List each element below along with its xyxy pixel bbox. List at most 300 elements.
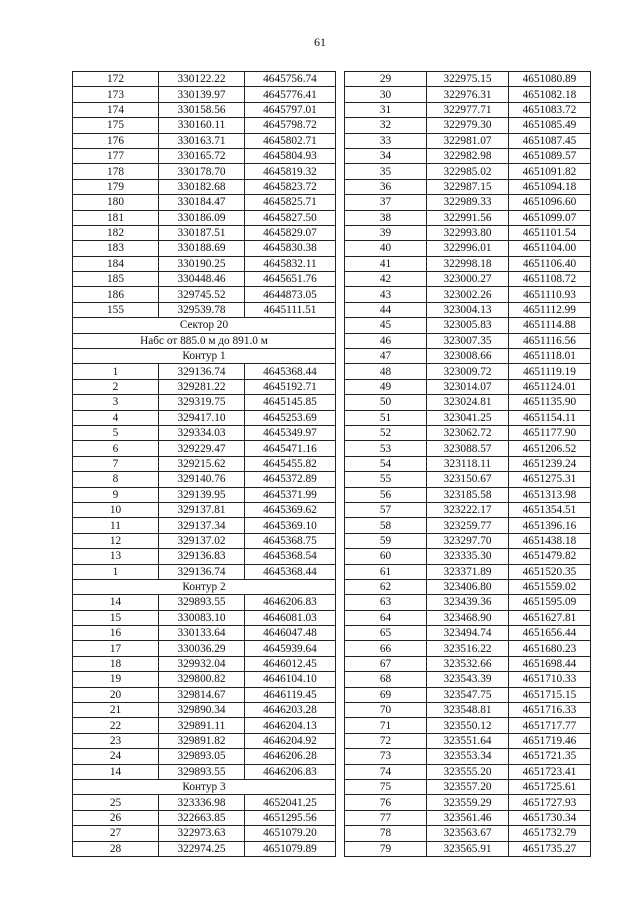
y-coordinate: 4651725.61 [509, 779, 591, 794]
y-coordinate: 4645804.93 [245, 148, 336, 163]
x-coordinate: 322981.07 [427, 133, 509, 148]
point-number: 64 [345, 610, 427, 625]
x-coordinate: 329319.75 [159, 395, 245, 410]
table-row [345, 733, 591, 748]
x-coordinate: 330083.10 [159, 610, 245, 625]
x-coordinate: 330122.22 [159, 72, 245, 87]
point-number: 34 [345, 148, 427, 163]
table-row [345, 441, 591, 456]
y-coordinate: 4651698.44 [509, 656, 591, 671]
y-coordinate: 4645372.89 [245, 472, 336, 487]
table-row [73, 764, 336, 779]
y-coordinate: 4651108.72 [509, 272, 591, 287]
x-coordinate: 323336.98 [159, 795, 245, 810]
point-number: 176 [73, 133, 159, 148]
x-coordinate: 322996.01 [427, 241, 509, 256]
point-number: 25 [73, 795, 159, 810]
x-coordinate: 323007.35 [427, 333, 509, 348]
point-number: 65 [345, 626, 427, 641]
x-coordinate: 323561.46 [427, 810, 509, 825]
x-coordinate: 330188.69 [159, 241, 245, 256]
table-row [345, 287, 591, 302]
x-coordinate: 323000.27 [427, 272, 509, 287]
x-coordinate: 322987.15 [427, 179, 509, 194]
x-coordinate: 330187.51 [159, 225, 245, 240]
table-row [345, 210, 591, 225]
table-row [73, 672, 336, 687]
y-coordinate: 4651595.09 [509, 595, 591, 610]
table-row [73, 733, 336, 748]
point-number: 70 [345, 703, 427, 718]
y-coordinate: 4651080.89 [509, 72, 591, 87]
x-coordinate: 322973.63 [159, 826, 245, 841]
point-number: 181 [73, 210, 159, 225]
right-coordinates-table [344, 71, 591, 857]
point-number: 61 [345, 564, 427, 579]
point-number: 155 [73, 302, 159, 317]
y-coordinate: 4651717.77 [509, 718, 591, 733]
point-number: 33 [345, 133, 427, 148]
y-coordinate: 4651721.35 [509, 749, 591, 764]
y-coordinate: 4645111.51 [245, 302, 336, 317]
table-row [345, 379, 591, 394]
table-row [73, 287, 336, 302]
x-coordinate: 329229.47 [159, 441, 245, 456]
x-coordinate: 323547.75 [427, 687, 509, 702]
point-number: 2 [73, 379, 159, 394]
x-coordinate: 329136.74 [159, 564, 245, 579]
table-row [345, 333, 591, 348]
table-row [73, 210, 336, 225]
point-number: 4 [73, 410, 159, 425]
point-number: 53 [345, 441, 427, 456]
x-coordinate: 323555.20 [427, 764, 509, 779]
point-number: 27 [73, 826, 159, 841]
point-number: 60 [345, 549, 427, 564]
point-number: 12 [73, 533, 159, 548]
table-row [345, 225, 591, 240]
x-coordinate: 330186.09 [159, 210, 245, 225]
y-coordinate: 4651723.41 [509, 764, 591, 779]
y-coordinate: 4651735.27 [509, 841, 591, 856]
point-number: 32 [345, 118, 427, 133]
table-row [73, 641, 336, 656]
point-number: 22 [73, 718, 159, 733]
point-number: 5 [73, 425, 159, 440]
table-row [345, 241, 591, 256]
y-coordinate: 4651083.72 [509, 102, 591, 117]
x-coordinate: 329891.82 [159, 733, 245, 748]
x-coordinate: 323335.30 [427, 549, 509, 564]
table-row [73, 148, 336, 163]
x-coordinate: 323024.81 [427, 395, 509, 410]
point-number: 28 [73, 841, 159, 856]
point-number: 59 [345, 533, 427, 548]
y-coordinate: 4651082.18 [509, 87, 591, 102]
table-row [345, 502, 591, 517]
y-coordinate: 4651112.99 [509, 302, 591, 317]
point-number: 26 [73, 810, 159, 825]
table-row [345, 102, 591, 117]
point-number: 183 [73, 241, 159, 256]
y-coordinate: 4645819.32 [245, 164, 336, 179]
table-row [345, 610, 591, 625]
point-number: 52 [345, 425, 427, 440]
point-number: 71 [345, 718, 427, 733]
x-coordinate: 323563.67 [427, 826, 509, 841]
x-coordinate: 330190.25 [159, 256, 245, 271]
y-coordinate: 4651727.93 [509, 795, 591, 810]
point-number: 184 [73, 256, 159, 271]
y-coordinate: 4651101.54 [509, 225, 591, 240]
y-coordinate: 4644873.05 [245, 287, 336, 302]
table-row [345, 410, 591, 425]
point-number: 72 [345, 733, 427, 748]
table-row [73, 118, 336, 133]
section-title: Набс от 885.0 м до 891.0 м [73, 333, 336, 348]
x-coordinate: 323002.26 [427, 287, 509, 302]
left-table-body [73, 72, 336, 857]
x-coordinate: 330165.72 [159, 148, 245, 163]
x-coordinate: 323371.89 [427, 564, 509, 579]
section-title-row [73, 779, 336, 794]
y-coordinate: 4646047.48 [245, 626, 336, 641]
table-row [73, 72, 336, 87]
y-coordinate: 4651116.56 [509, 333, 591, 348]
x-coordinate: 329893.55 [159, 764, 245, 779]
point-number: 11 [73, 518, 159, 533]
x-coordinate: 329281.22 [159, 379, 245, 394]
y-coordinate: 4651089.57 [509, 148, 591, 163]
table-row [73, 749, 336, 764]
point-number: 6 [73, 441, 159, 456]
table-row [345, 826, 591, 841]
y-coordinate: 4652041.25 [245, 795, 336, 810]
y-coordinate: 4645368.44 [245, 564, 336, 579]
y-coordinate: 4646203.28 [245, 703, 336, 718]
x-coordinate: 323468.90 [427, 610, 509, 625]
y-coordinate: 4651099.07 [509, 210, 591, 225]
x-coordinate: 322991.56 [427, 210, 509, 225]
point-number: 49 [345, 379, 427, 394]
point-number: 14 [73, 595, 159, 610]
x-coordinate: 330139.97 [159, 87, 245, 102]
point-number: 56 [345, 487, 427, 502]
y-coordinate: 4651106.40 [509, 256, 591, 271]
y-coordinate: 4645823.72 [245, 179, 336, 194]
y-coordinate: 4645829.07 [245, 225, 336, 240]
point-number: 178 [73, 164, 159, 179]
y-coordinate: 4645802.71 [245, 133, 336, 148]
point-number: 186 [73, 287, 159, 302]
point-number: 41 [345, 256, 427, 271]
x-coordinate: 330160.11 [159, 118, 245, 133]
y-coordinate: 4645798.72 [245, 118, 336, 133]
point-number: 1 [73, 364, 159, 379]
y-coordinate: 4645471.16 [245, 441, 336, 456]
y-coordinate: 4651354.51 [509, 502, 591, 517]
point-number: 63 [345, 595, 427, 610]
y-coordinate: 4645651.76 [245, 272, 336, 287]
x-coordinate: 323062.72 [427, 425, 509, 440]
x-coordinate: 329890.34 [159, 703, 245, 718]
y-coordinate: 4651520.35 [509, 564, 591, 579]
section-title-row [73, 333, 336, 348]
table-row [73, 718, 336, 733]
x-coordinate: 329215.62 [159, 456, 245, 471]
point-number: 180 [73, 195, 159, 210]
point-number: 1 [73, 564, 159, 579]
x-coordinate: 322979.30 [427, 118, 509, 133]
x-coordinate: 323557.20 [427, 779, 509, 794]
table-row [73, 610, 336, 625]
x-coordinate: 322998.18 [427, 256, 509, 271]
point-number: 46 [345, 333, 427, 348]
y-coordinate: 4645371.99 [245, 487, 336, 502]
point-number: 39 [345, 225, 427, 240]
table-row [345, 703, 591, 718]
table-row [345, 148, 591, 163]
table-row [73, 425, 336, 440]
y-coordinate: 4646012.45 [245, 656, 336, 671]
table-row [73, 456, 336, 471]
y-coordinate: 4651396.16 [509, 518, 591, 533]
table-row [345, 579, 591, 594]
y-coordinate: 4651716.33 [509, 703, 591, 718]
table-row [345, 687, 591, 702]
point-number: 31 [345, 102, 427, 117]
x-coordinate: 323005.83 [427, 318, 509, 333]
x-coordinate: 329137.81 [159, 502, 245, 517]
point-number: 44 [345, 302, 427, 317]
table-row [73, 595, 336, 610]
y-coordinate: 4645825.71 [245, 195, 336, 210]
x-coordinate: 322663.85 [159, 810, 245, 825]
table-row [345, 456, 591, 471]
table-row [345, 564, 591, 579]
table-row [345, 133, 591, 148]
x-coordinate: 323118.11 [427, 456, 509, 471]
table-row [345, 72, 591, 87]
table-row [345, 779, 591, 794]
y-coordinate: 4651295.56 [245, 810, 336, 825]
point-number: 173 [73, 87, 159, 102]
y-coordinate: 4651680.23 [509, 641, 591, 656]
table-row [73, 379, 336, 394]
y-coordinate: 4646204.13 [245, 718, 336, 733]
x-coordinate: 329539.78 [159, 302, 245, 317]
point-number: 66 [345, 641, 427, 656]
x-coordinate: 323222.17 [427, 502, 509, 517]
point-number: 68 [345, 672, 427, 687]
y-coordinate: 4646204.92 [245, 733, 336, 748]
x-coordinate: 330184.47 [159, 195, 245, 210]
section-title-row [73, 579, 336, 594]
y-coordinate: 4645797.01 [245, 102, 336, 117]
y-coordinate: 4651719.46 [509, 733, 591, 748]
point-number: 172 [73, 72, 159, 87]
x-coordinate: 323543.39 [427, 672, 509, 687]
x-coordinate: 323041.25 [427, 410, 509, 425]
y-coordinate: 4645145.85 [245, 395, 336, 410]
point-number: 74 [345, 764, 427, 779]
x-coordinate: 329137.02 [159, 533, 245, 548]
table-row [73, 133, 336, 148]
point-number: 50 [345, 395, 427, 410]
point-number: 14 [73, 764, 159, 779]
table-row [345, 472, 591, 487]
x-coordinate: 329334.03 [159, 425, 245, 440]
table-row [345, 841, 591, 856]
point-number: 175 [73, 118, 159, 133]
y-coordinate: 4645832.11 [245, 256, 336, 271]
y-coordinate: 4645776.41 [245, 87, 336, 102]
table-row [345, 656, 591, 671]
point-number: 185 [73, 272, 159, 287]
point-number: 47 [345, 349, 427, 364]
table-row [73, 102, 336, 117]
point-number: 179 [73, 179, 159, 194]
table-row [345, 626, 591, 641]
point-number: 20 [73, 687, 159, 702]
y-coordinate: 4645369.62 [245, 502, 336, 517]
y-coordinate: 4645192.71 [245, 379, 336, 394]
point-number: 23 [73, 733, 159, 748]
table-row [345, 810, 591, 825]
table-row [73, 302, 336, 317]
x-coordinate: 329136.83 [159, 549, 245, 564]
y-coordinate: 4651104.00 [509, 241, 591, 256]
table-row [73, 225, 336, 240]
y-coordinate: 4651206.52 [509, 441, 591, 456]
point-number: 7 [73, 456, 159, 471]
section-title-row [73, 349, 336, 364]
point-number: 174 [73, 102, 159, 117]
x-coordinate: 322985.02 [427, 164, 509, 179]
table-row [345, 164, 591, 179]
point-number: 73 [345, 749, 427, 764]
point-number: 18 [73, 656, 159, 671]
x-coordinate: 323009.72 [427, 364, 509, 379]
table-row [345, 256, 591, 271]
y-coordinate: 4651079.89 [245, 841, 336, 856]
y-coordinate: 4646206.28 [245, 749, 336, 764]
table-row [73, 487, 336, 502]
table-row [73, 795, 336, 810]
y-coordinate: 4651079.20 [245, 826, 336, 841]
y-coordinate: 4646206.83 [245, 764, 336, 779]
x-coordinate: 329800.82 [159, 672, 245, 687]
x-coordinate: 323551.64 [427, 733, 509, 748]
table-row [345, 302, 591, 317]
table-row [73, 564, 336, 579]
point-number: 77 [345, 810, 427, 825]
x-coordinate: 329891.11 [159, 718, 245, 733]
y-coordinate: 4651275.31 [509, 472, 591, 487]
point-number: 3 [73, 395, 159, 410]
section-title-row [73, 318, 336, 333]
point-number: 35 [345, 164, 427, 179]
table-row [73, 241, 336, 256]
point-number: 57 [345, 502, 427, 517]
y-coordinate: 4645368.75 [245, 533, 336, 548]
y-coordinate: 4651154.11 [509, 410, 591, 425]
x-coordinate: 323553.34 [427, 749, 509, 764]
x-coordinate: 330448.46 [159, 272, 245, 287]
x-coordinate: 323548.81 [427, 703, 509, 718]
y-coordinate: 4645369.10 [245, 518, 336, 533]
table-row [345, 349, 591, 364]
x-coordinate: 330178.70 [159, 164, 245, 179]
x-coordinate: 323185.58 [427, 487, 509, 502]
point-number: 54 [345, 456, 427, 471]
y-coordinate: 4645939.64 [245, 641, 336, 656]
y-coordinate: 4651085.49 [509, 118, 591, 133]
point-number: 17 [73, 641, 159, 656]
point-number: 30 [345, 87, 427, 102]
y-coordinate: 4651094.18 [509, 179, 591, 194]
table-row [345, 672, 591, 687]
table-row [345, 795, 591, 810]
table-row [73, 179, 336, 194]
x-coordinate: 323516.22 [427, 641, 509, 656]
point-number: 45 [345, 318, 427, 333]
y-coordinate: 4645368.44 [245, 364, 336, 379]
x-coordinate: 323004.13 [427, 302, 509, 317]
x-coordinate: 322975.15 [427, 72, 509, 87]
x-coordinate: 322982.98 [427, 148, 509, 163]
table-row [73, 703, 336, 718]
point-number: 24 [73, 749, 159, 764]
point-number: 62 [345, 579, 427, 594]
y-coordinate: 4645253.69 [245, 410, 336, 425]
table-row [345, 641, 591, 656]
x-coordinate: 323008.66 [427, 349, 509, 364]
table-row [345, 764, 591, 779]
x-coordinate: 323088.57 [427, 441, 509, 456]
x-coordinate: 329745.52 [159, 287, 245, 302]
table-row [73, 687, 336, 702]
section-title: Контур 2 [73, 579, 336, 594]
table-row [73, 502, 336, 517]
left-coordinates-table [72, 71, 336, 857]
y-coordinate: 4651177.90 [509, 425, 591, 440]
y-coordinate: 4651096.60 [509, 195, 591, 210]
point-number: 79 [345, 841, 427, 856]
point-number: 10 [73, 502, 159, 517]
y-coordinate: 4651313.98 [509, 487, 591, 502]
point-number: 19 [73, 672, 159, 687]
point-number: 182 [73, 225, 159, 240]
table-row [73, 533, 336, 548]
point-number: 51 [345, 410, 427, 425]
point-number: 55 [345, 472, 427, 487]
y-coordinate: 4651135.90 [509, 395, 591, 410]
y-coordinate: 4651479.82 [509, 549, 591, 564]
table-row [73, 549, 336, 564]
table-row [345, 518, 591, 533]
table-row [73, 518, 336, 533]
y-coordinate: 4651119.19 [509, 364, 591, 379]
point-number: 78 [345, 826, 427, 841]
y-coordinate: 4646081.03 [245, 610, 336, 625]
y-coordinate: 4645827.50 [245, 210, 336, 225]
point-number: 16 [73, 626, 159, 641]
x-coordinate: 323559.29 [427, 795, 509, 810]
point-number: 67 [345, 656, 427, 671]
table-row [345, 195, 591, 210]
x-coordinate: 322974.25 [159, 841, 245, 856]
